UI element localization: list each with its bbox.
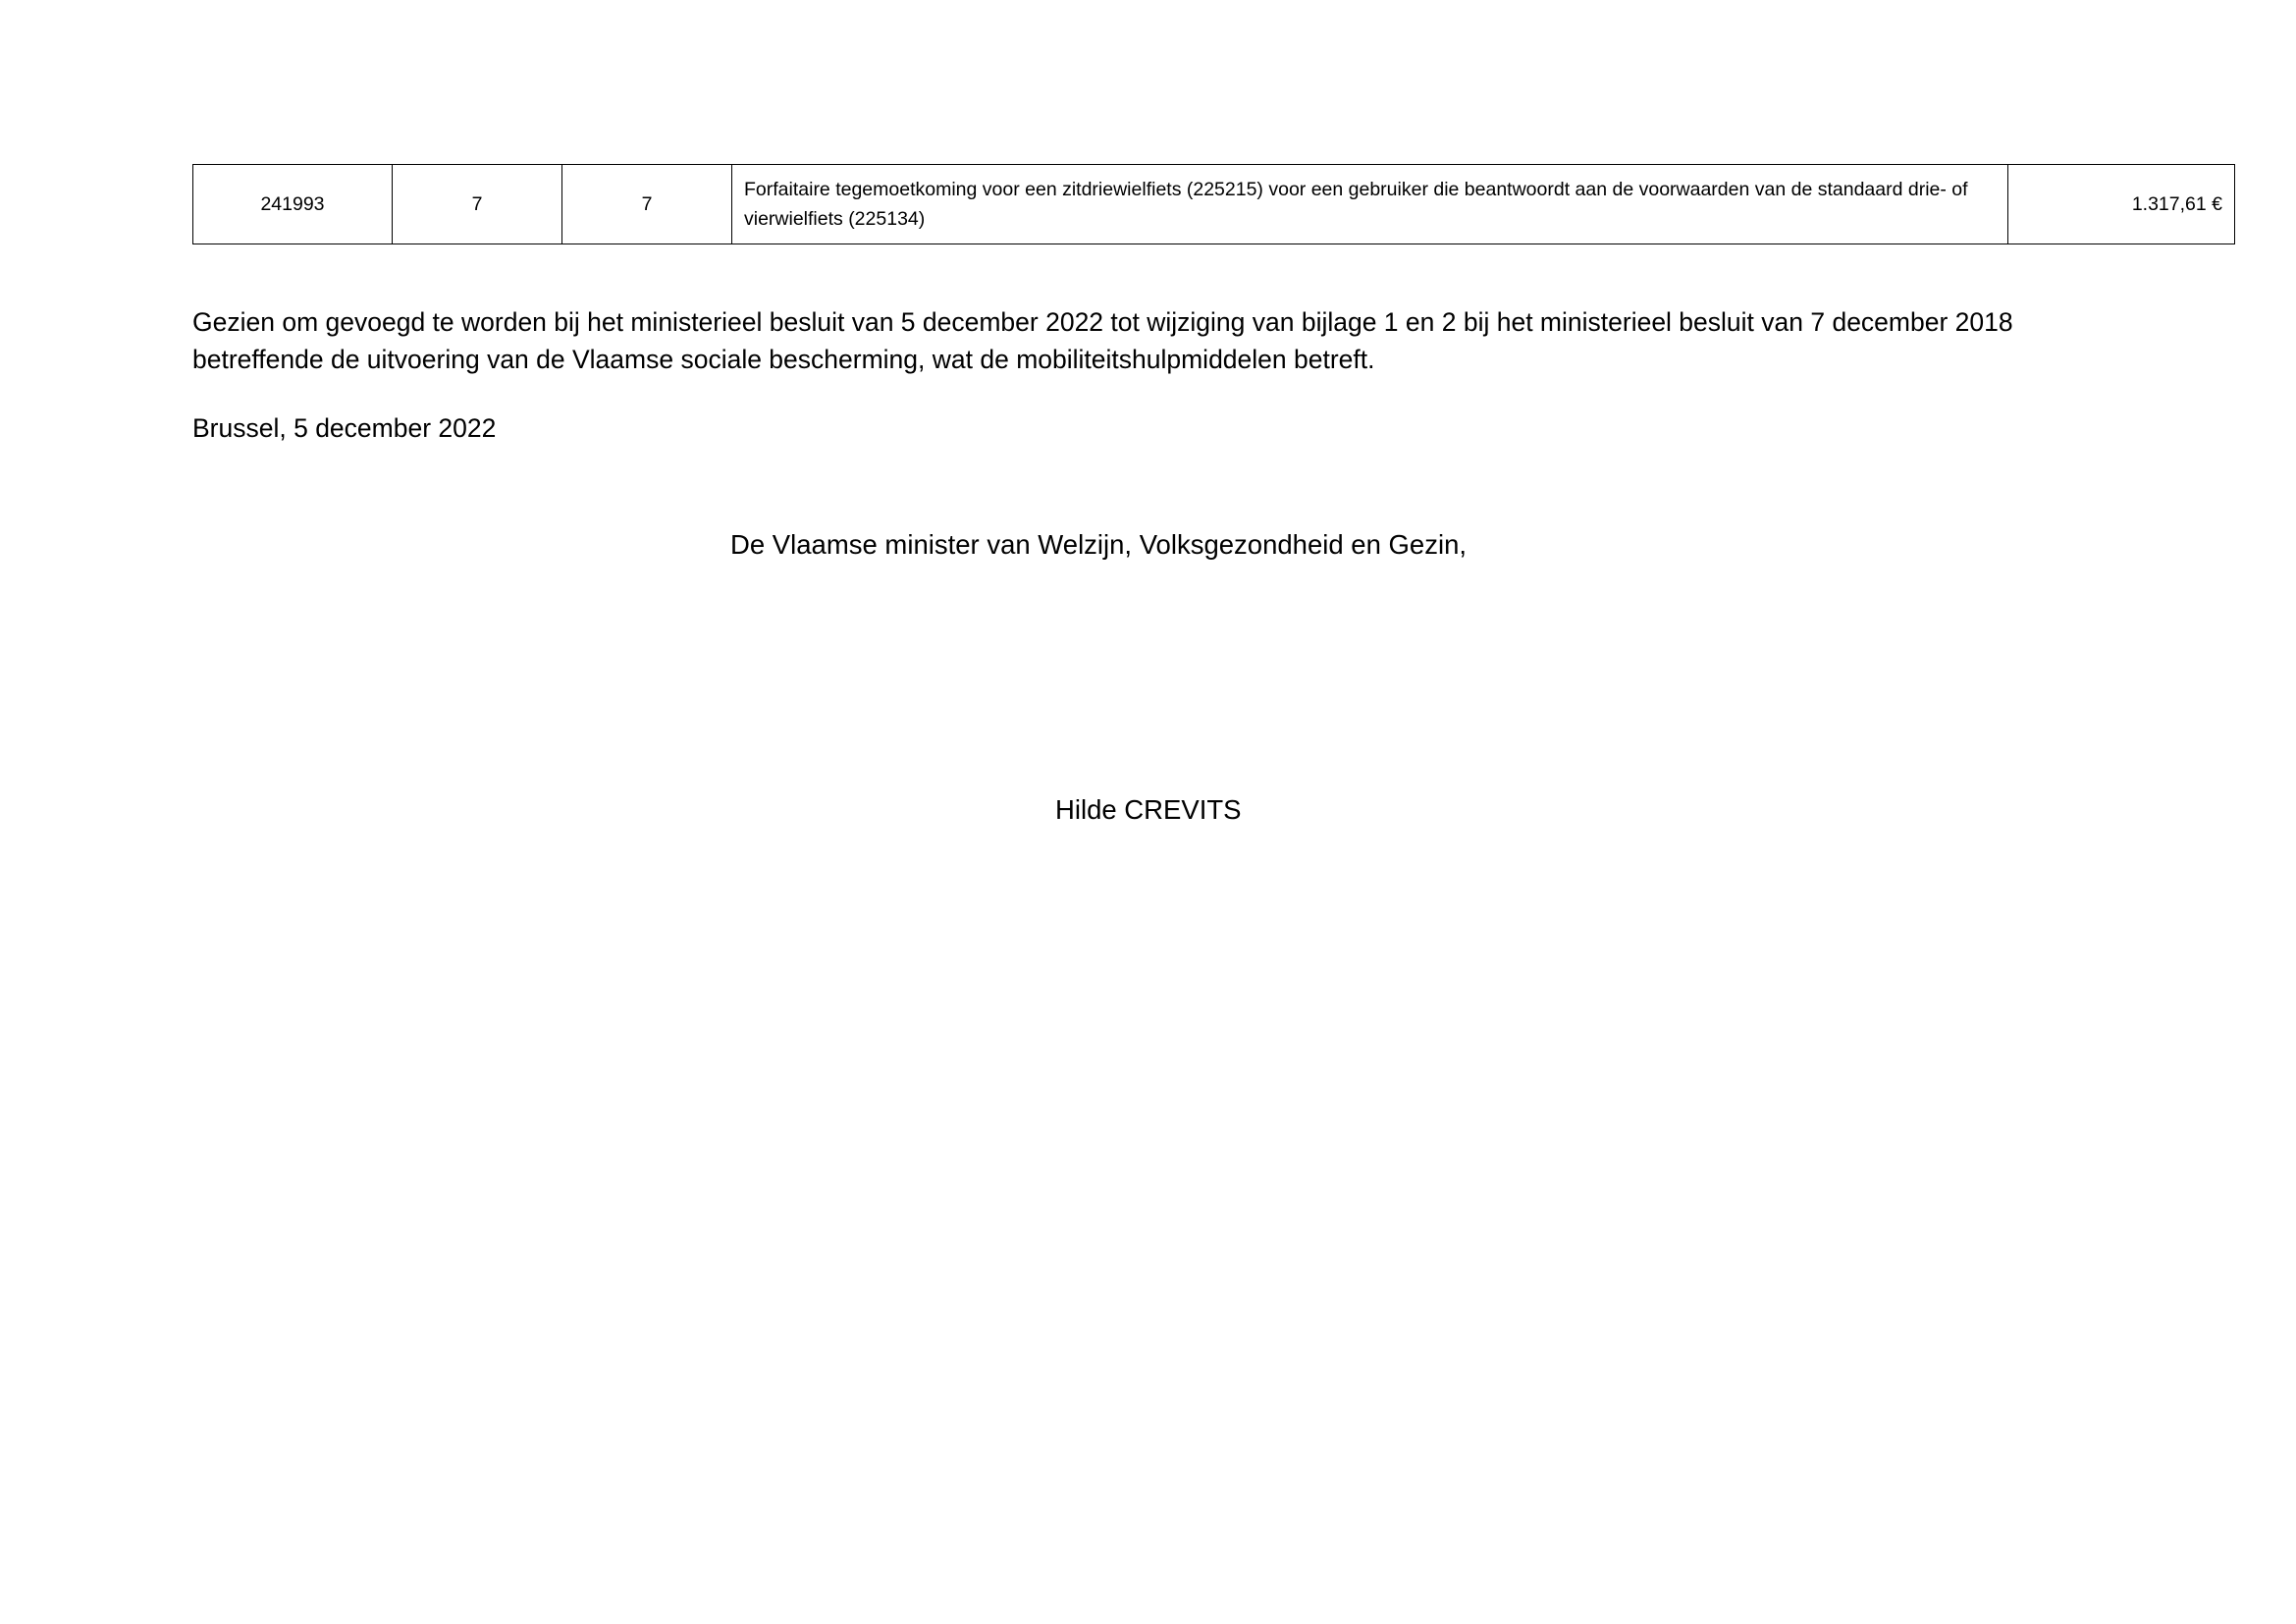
cell-col-a: 7 [393,165,562,244]
place-date-paragraph: Brussel, 5 december 2022 [192,413,497,443]
signature-name: Hilde CREVITS [1055,794,1242,825]
cell-description: Forfaitaire tegemoetkoming voor een zitdriewielfiets (225215) voor een gebruiker die beantwoordt aan de voorwaarden van de standaard drie- of vierwielfiets (225134) [732,165,2008,244]
minister-title: De Vlaamse minister van Welzijn, Volksgezondheid en Gezin, [730,529,1468,560]
tariff-table-body [193,165,2235,244]
tariff-table [192,164,2235,244]
intro-paragraph: Gezien om gevoegd te worden bij het ministerieel besluit van 5 december 2022 tot wijziging van bijlage 1 en 2 bij het ministerieel besluit van 7 december 2018 betreffende de uitvoering van de Vlaamse sociale bescherming, wat de mobiliteitshulpmiddelen betreft. [192,307,2013,374]
table-row [193,165,2235,244]
cell-amount: 1.317,61 € [2008,165,2235,244]
cell-col-b: 7 [562,165,732,244]
cell-code: 241993 [193,165,393,244]
